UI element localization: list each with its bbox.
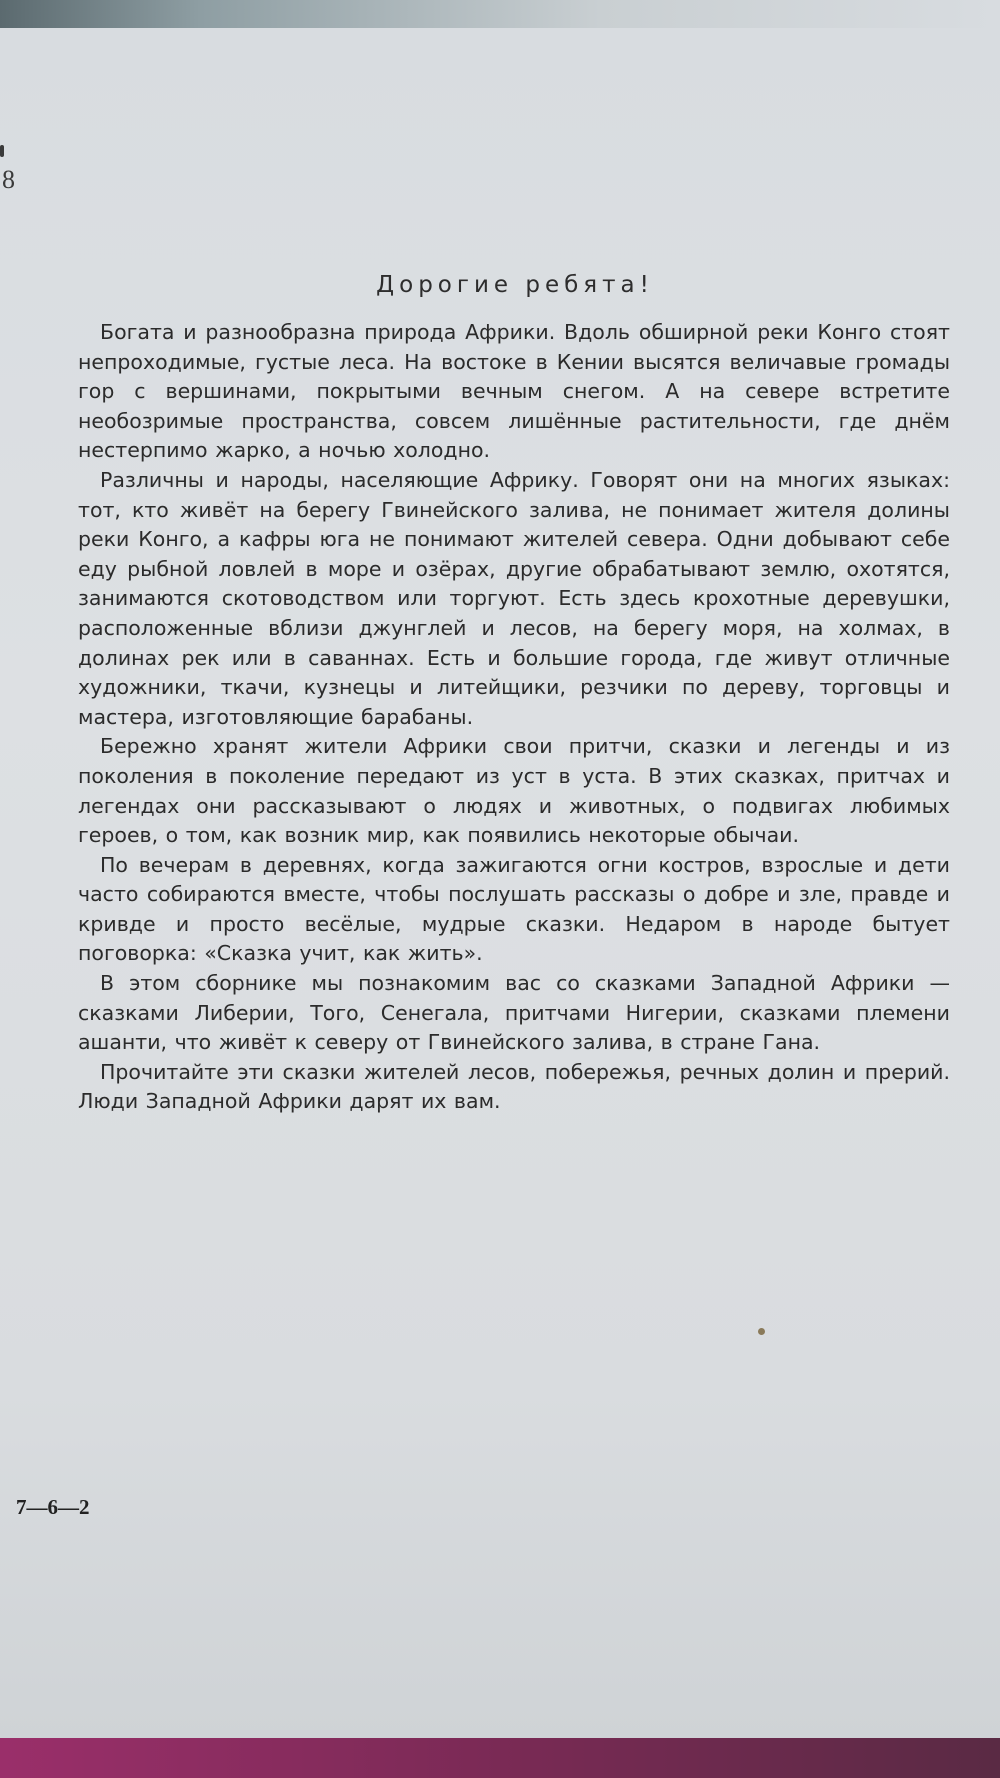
- paragraph-4: По вечерам в деревнях, когда зажигаются огни костров, взрослые и дети часто собираются вместе, чтобы послушать рассказы о добре и зле, правде и кривде и просто весёлые, мудрые сказки. Недаром в народе бытует поговорка: «Сказка учит, как жить».: [78, 852, 950, 966]
- paragraph-5: В этом сборнике мы познакомим вас со сказками Западной Африки — сказками Либерии, Того, Сенегала, притчами Нигерии, сказками племени ашанти, что живёт к северу от Гвинейского залива, в стране Гана.: [78, 971, 950, 1055]
- top-edge-shadow: [0, 0, 1000, 28]
- paper-speck: [758, 1328, 765, 1335]
- bottom-edge-surface: [0, 1738, 1000, 1778]
- margin-page-fragment: 8: [2, 165, 15, 194]
- paragraph-1: Богата и разнообразна природа Африки. Вдоль обширной реки Конго стоят непроходимые, густые леса. На востоке в Кении высятся величавые громады гор с вершинами, покрытыми вечным снегом. А на севере встретите необозримые пространства, совсем лишённые растительности, где днём нестерпимо жарко, а ночью холодно.: [78, 320, 950, 463]
- paragraph-3: Бережно хранят жители Африки свои притчи, сказки и легенды и из поколения в поколение передают из уст в уста. В этих сказках, притчах и легендах они рассказывают о людях и животных, о подвигах любимых героев, о том, как возник мир, как появились некоторые обычаи.: [78, 734, 950, 848]
- body-text: [78, 318, 950, 1117]
- paragraph-2: Различны и народы, населяющие Африку. Говорят они на многих языках: тот, кто живёт на берегу Гвинейского залива, не понимает жителя долины реки Конго, а кафры юга не понимают жителей севера. Одни добывают себе еду рыбной ловлей в море и озёрах, другие обрабатывают землю, охотятся, занимаются скотоводством или торгуют. Есть здесь крохотные деревушки, расположенные вблизи джунглей и лесов, на берегу моря, на холмах, в долинах рек или в саваннах. Есть и большие города, где живут отличные художники, ткачи, кузнецы и литейщики, резчики по дереву, торговцы и мастера, изготовляющие барабаны.: [78, 467, 950, 729]
- printing-code: 7—6—2: [16, 1495, 90, 1519]
- paragraph-6: Прочитайте эти сказки жителей лесов, побережья, речных долин и прерий. Люди Западной Африки дарят их вам.: [78, 1059, 950, 1114]
- page-heading: Дорогие ребята!: [376, 272, 654, 298]
- margin-tick: [0, 145, 4, 157]
